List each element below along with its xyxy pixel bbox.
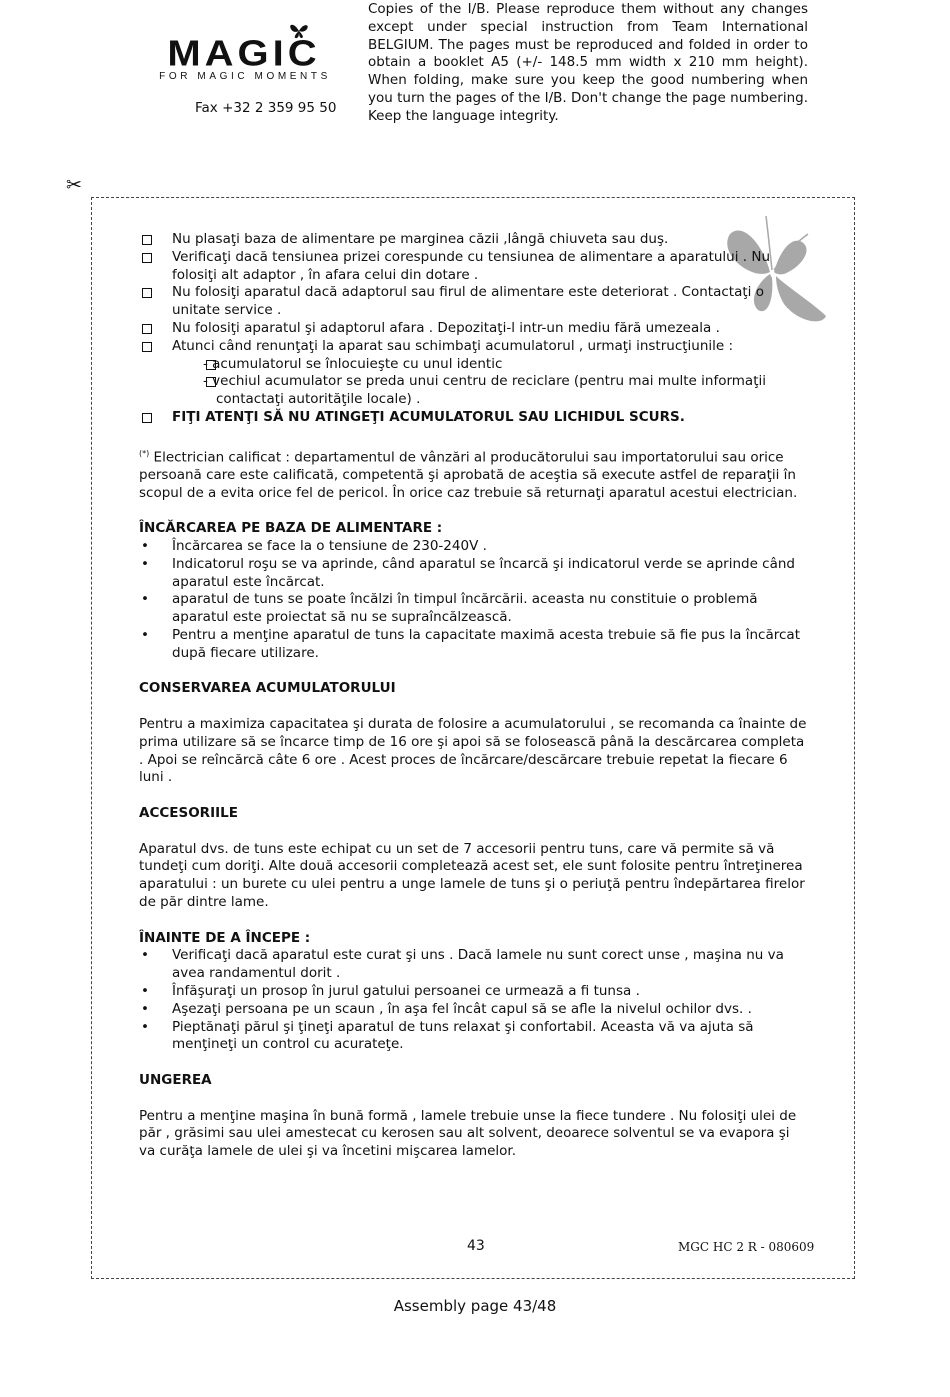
safety-list: [139, 231, 809, 427]
charging-list: [139, 538, 809, 663]
page-number: 43: [467, 1238, 485, 1254]
footnote-marker: (*): [139, 448, 150, 458]
fax-number: Fax +32 2 359 95 50: [195, 100, 337, 116]
before-start-item: • Înfăşuraţi un prosop în jurul gatului persoanei ce urmează a fi tunsa .: [139, 983, 809, 1001]
battery-paragraph: Pentru a maximiza capacitatea şi durata de folosire a acumulatorului , se recomanda ca înainte de prima utilizare să se încarce timp de 16 ore şi apoi să se folosească până la descărcarea completa . Apoi se reîncărcă câte 6 ore . Acest proces de încărcare/descărcare trebuie repetat la fiecare 6 luni .: [139, 716, 807, 786]
logo-wordmark: MAGIC: [167, 34, 321, 74]
charging-item: • aparatul de tuns se poate încălzi în timpul încărcării. aceasta nu constituie o problemă aparatul este proiectat să nu se supraîncălzească.: [139, 591, 809, 627]
safety-warning: FIŢI ATENŢI SĂ NU ATINGEŢI ACUMULATORUL SAU LICHIDUL SCURS.: [139, 409, 809, 427]
document-code: MGC HC 2 R - 080609: [678, 1240, 815, 1254]
before-start-item: • Verificaţi dacă aparatul este curat şi uns . Dacă lamele nu sunt corect unse , maşina nu va avea randamentul dorit .: [139, 947, 809, 983]
accessories-paragraph: Aparatul dvs. de tuns este echipat cu un set de 7 accesorii pentru tuns, care vă permite să vă tundeţi cum doriţi. Alte două accesorii completează acest set, ele sunt folosite pentru întreţinerea aparatului : un burete cu ulei pentru a unge lamele de tuns şi o periuţă pentru îndepărtarea firelor de păr dintre lame.: [139, 840, 805, 910]
assembly-page-label: Assembly page 43/48: [393, 1297, 557, 1315]
logo-tagline: FOR MAGIC MOMENTS: [159, 71, 331, 82]
safety-sublist: [172, 356, 809, 409]
manual-content: [139, 231, 809, 1161]
charging-item: • Încărcarea se face la o tensiune de 230-240V .: [139, 538, 809, 556]
section-heading-charging: ÎNCĂRCAREA PE BAZA DE ALIMENTARE :: [139, 520, 443, 537]
safety-item: [139, 338, 809, 409]
safety-subitem: - vechiul acumulator se preda unui centru de reciclare (pentru mai multe informaţii contactaţi autorităţile locale) .: [203, 373, 809, 409]
safety-item-text: Atunci când renunţaţi la aparat sau schimbaţi acumulatorul , urmaţi instrucţiunile :: [172, 337, 734, 354]
electrician-note: [139, 445, 809, 503]
charging-item: • Indicatorul roşu se va aprinde, când aparatul se încarcă şi indicatorul verde se aprinde când aparatul este încărcat.: [139, 556, 809, 592]
before-start-item: • Pieptănaţi părul şi ţineţi aparatul de tuns relaxat şi confortabil. Aceasta vă va ajuta să menţineţi un control cu acurateţe.: [139, 1019, 809, 1055]
charging-item: • Pentru a menţine aparatul de tuns la capacitate maximă acesta trebuie să fie pus la încărcat după fiecare utilizare.: [139, 627, 809, 663]
safety-item: Nu folosiţi aparatul dacă adaptorul sau firul de alimentare este deteriorat . Contactaţi o unitate service .: [139, 284, 809, 320]
safety-item: Verificaţi dacă tensiunea prizei corespunde cu tensiunea de alimentare a aparatului . Nu folosiţi alt adaptor , în afara celui din dotare .: [139, 249, 809, 285]
section-heading-oiling: UNGEREA: [139, 1071, 212, 1088]
safety-subitem: - acumulatorul se înlocuieşte cu unul identic: [203, 356, 809, 374]
oiling-paragraph: Pentru a menţine maşina în bună formă , lamele trebuie unse la fiece tundere . Nu folosiţi ulei de păr , grăsimi sau ulei amestecat cu kerosen sau alt solvent, deoarece solventul se va evapora şi va curăţa lamele de ulei şi va încetini mişcarea lamelor.: [139, 1107, 797, 1160]
section-heading-battery: CONSERVAREA ACUMULATORULUI: [139, 680, 396, 697]
magic-logo: [138, 22, 353, 82]
safety-item: Nu folosiţi aparatul şi adaptorul afara . Depozitaţi-l intr-un mediu fără umezeala .: [139, 320, 809, 338]
before-start-list: [139, 947, 809, 1054]
electrician-note-text: Electrician calificat : departamentul de vânzări al producătorului sau importatorului sau orice persoană care este calificată, competentă şi aprobată de aceştia să execute astfel de reparaţii în scopul de a evita orice fel de pericol. În orice caz trebuie să returnaţi aparatul acestui electrician.: [139, 449, 798, 501]
printing-instructions: Copies of the I/B. Please reproduce them without any changes except under special instruction from Team International BELGIUM. The pages must be reproduced and folded in order to obtain a booklet A5 (+/- 148.5 mm width x 210 mm height). When folding, make sure you keep the good numbering when you turn the pages of the I/B. Don't change the page numbering. Keep the language integrity.: [368, 1, 808, 124]
before-start-item: • Aşezaţi persoana pe un scaun , în aşa fel încât capul să se afle la nivelul ochilor dvs. .: [139, 1001, 809, 1019]
safety-item: Nu plasaţi baza de alimentare pe marginea căzii ,lângă chiuveta sau duş.: [139, 231, 809, 249]
section-heading-accessories: ACCESORIILE: [139, 805, 238, 821]
section-heading-before-start: ÎNAINTE DE A ÎNCEPE :: [139, 929, 311, 946]
scissors-icon: ✂: [66, 174, 82, 196]
